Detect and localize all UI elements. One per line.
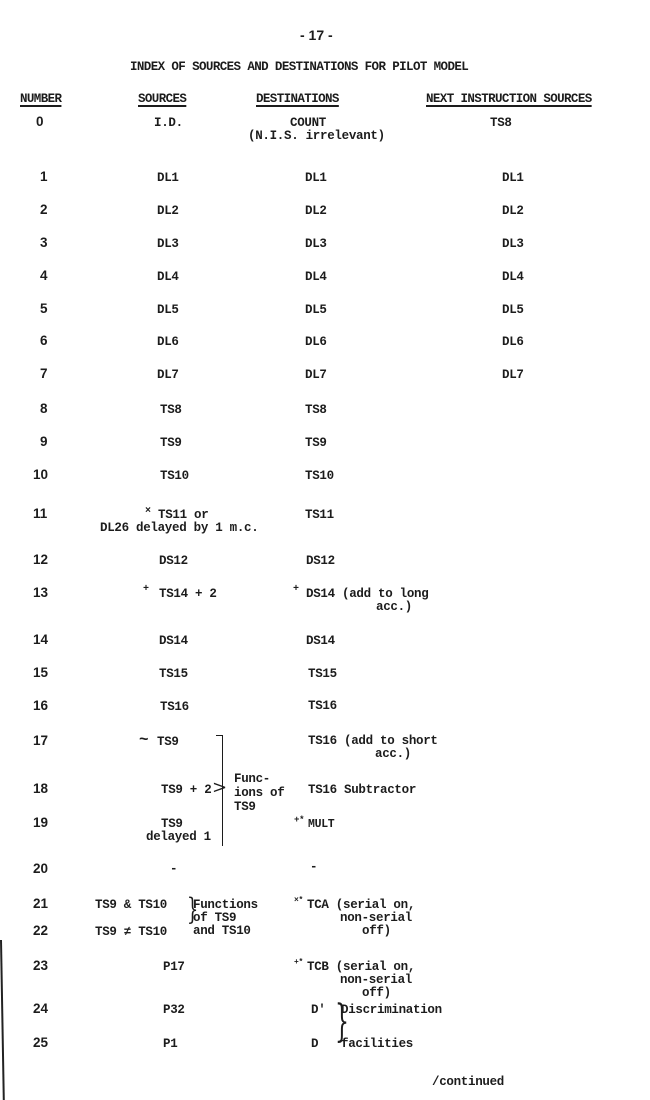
row-destination: MULT [308, 818, 335, 831]
row-destination-line2: non-serial [340, 911, 413, 925]
row-destination: TS10 [305, 469, 334, 483]
row-source: DL1 [157, 171, 179, 185]
row-destination: COUNT [290, 116, 327, 130]
source-footnote-mark: + [143, 584, 149, 595]
row-destination: TS15 [308, 667, 337, 681]
row-number: 25 [33, 1035, 49, 1050]
row-destination: TS8 [305, 403, 327, 417]
brace-note-line1: Func- [234, 772, 271, 786]
destination-footnote-mark: +* [294, 815, 305, 825]
row-number: 11 [33, 506, 48, 521]
row-destination-line2: non-serial [340, 973, 413, 987]
row-source: TS10 [160, 469, 189, 483]
row-nis: DL3 [502, 237, 524, 251]
row-destination: DS12 [306, 554, 335, 568]
brace-note-line3: TS9 [234, 800, 256, 814]
row-nis: DL6 [502, 335, 524, 349]
row-destination: DL7 [305, 368, 327, 382]
row-destination: TCB (serial on, [307, 960, 416, 974]
row-nis: DL1 [502, 171, 524, 185]
row-number: 16 [33, 698, 49, 713]
row-source: TS9 & TS10 [95, 898, 168, 912]
row-source: DL6 [157, 335, 179, 349]
row-destination: DL6 [305, 335, 327, 349]
row-number: 19 [33, 815, 49, 830]
brace-note-line3: and TS10 [193, 924, 251, 938]
row-number: 24 [33, 1001, 49, 1016]
row-destination: DL2 [305, 204, 327, 218]
row-destination: TS16 [308, 699, 337, 713]
row-source: DL5 [157, 303, 179, 317]
continued-note: /continued [432, 1075, 505, 1089]
row-number: 14 [33, 632, 49, 647]
row-destination: TS16 (add to short [308, 734, 438, 748]
row-destination: DL1 [305, 171, 327, 185]
destination-footnote-mark: + [293, 584, 299, 595]
row-destination: D [311, 1037, 319, 1051]
row-number: 0 [36, 114, 44, 129]
row-source-line2: DL26 delayed by 1 m.c. [100, 521, 259, 535]
row-destination-line3: off) [362, 986, 391, 1000]
row-source: - [170, 862, 178, 876]
row-source-line2: delayed 1 [146, 830, 211, 844]
row-source: TS14 + 2 [159, 587, 217, 601]
destination-footnote-mark: ×* [294, 896, 304, 905]
row-destination: TS16 Subtractor [308, 783, 417, 797]
row-source: TS9 [157, 735, 179, 749]
row-number: 13 [33, 585, 49, 600]
row-source: TS11 or [158, 508, 209, 522]
header-sources: SOURCES [138, 92, 187, 106]
row-destination: - [310, 860, 318, 874]
row-destination-line2: acc.) [375, 747, 412, 761]
header-number: NUMBER [20, 92, 62, 106]
row-source: TS9 + 2 [161, 783, 212, 797]
source-tilde-mark: ~ [139, 731, 149, 749]
brace-note-line2: of TS9 [193, 911, 237, 925]
row-number: 21 [33, 896, 49, 911]
row-number: 5 [40, 301, 48, 316]
row-destination: DL4 [305, 270, 327, 284]
row-destination: D' [311, 1003, 326, 1017]
brace-note-line2: ions of [234, 786, 285, 800]
row-destination: TCA (serial on, [307, 898, 416, 912]
row-number: 10 [33, 467, 49, 482]
row-number: 17 [33, 733, 49, 748]
brace-note-line2: facilities [341, 1037, 414, 1051]
row-source: TS9 ≠ TS10 [95, 925, 168, 939]
brace-discrimination: } [335, 996, 349, 1047]
row-source: TS15 [159, 667, 188, 681]
row-nis: DL4 [502, 270, 524, 284]
row-number: 4 [40, 268, 48, 283]
row-destination: TS9 [305, 436, 327, 450]
row-nis: DL7 [502, 368, 524, 382]
row-source: TS16 [160, 700, 189, 714]
source-footnote-mark: × [145, 506, 151, 517]
scan-margin-line [0, 940, 5, 1100]
row-number: 20 [33, 861, 49, 876]
brace-note-line1: Discrimination [341, 1003, 442, 1017]
row-destination: DS14 [306, 634, 335, 648]
row-source: DL4 [157, 270, 179, 284]
row-destination-line2: acc.) [376, 600, 413, 614]
row-nis: TS8 [490, 116, 512, 130]
row-source: P32 [163, 1003, 185, 1017]
row-source: DL7 [157, 368, 179, 382]
header-next-instruction-sources: NEXT INSTRUCTION SOURCES [426, 92, 592, 106]
row-source: P1 [163, 1037, 178, 1051]
row-number: 1 [40, 169, 48, 184]
row-source: P17 [163, 960, 185, 974]
brace-point: > [212, 777, 228, 798]
row-number: 2 [40, 202, 48, 217]
brace-functions-ts9-ts10: } [186, 892, 199, 927]
row-source: TS8 [160, 403, 182, 417]
row-number: 18 [33, 781, 49, 796]
row-destination: TS11 [305, 508, 334, 522]
row-destination: DL3 [305, 237, 327, 251]
row-source: DL3 [157, 237, 179, 251]
row-destination: DL5 [305, 303, 327, 317]
row-number: 9 [40, 434, 48, 449]
row-destination: DS14 (add to long [306, 587, 429, 601]
row-source: TS9 [161, 817, 183, 831]
header-destinations: DESTINATIONS [256, 92, 339, 106]
row-number: 23 [33, 958, 49, 973]
brace-note-line1: Functions [193, 898, 258, 912]
row-number: 6 [40, 333, 48, 348]
page-title: INDEX OF SOURCES AND DESTINATIONS FOR PILOT MODEL [130, 60, 469, 74]
page-number: - 17 - [300, 27, 333, 43]
row-source: I.D. [154, 116, 183, 130]
row-number: 7 [40, 366, 48, 381]
row-nis: DL5 [502, 303, 524, 317]
row-number: 3 [40, 235, 48, 250]
row-nis: DL2 [502, 204, 524, 218]
row-number: 15 [33, 665, 49, 680]
row-number: 22 [33, 923, 49, 938]
row-destination-note: (N.I.S. irrelevant) [248, 129, 385, 143]
row-source: DL2 [157, 204, 179, 218]
row-source: TS9 [160, 436, 182, 450]
row-number: 8 [40, 401, 48, 416]
row-source: DS14 [159, 634, 188, 648]
row-destination-line3: off) [362, 924, 391, 938]
destination-footnote-mark: +* [294, 958, 304, 967]
row-number: 12 [33, 552, 49, 567]
row-source: DS12 [159, 554, 188, 568]
